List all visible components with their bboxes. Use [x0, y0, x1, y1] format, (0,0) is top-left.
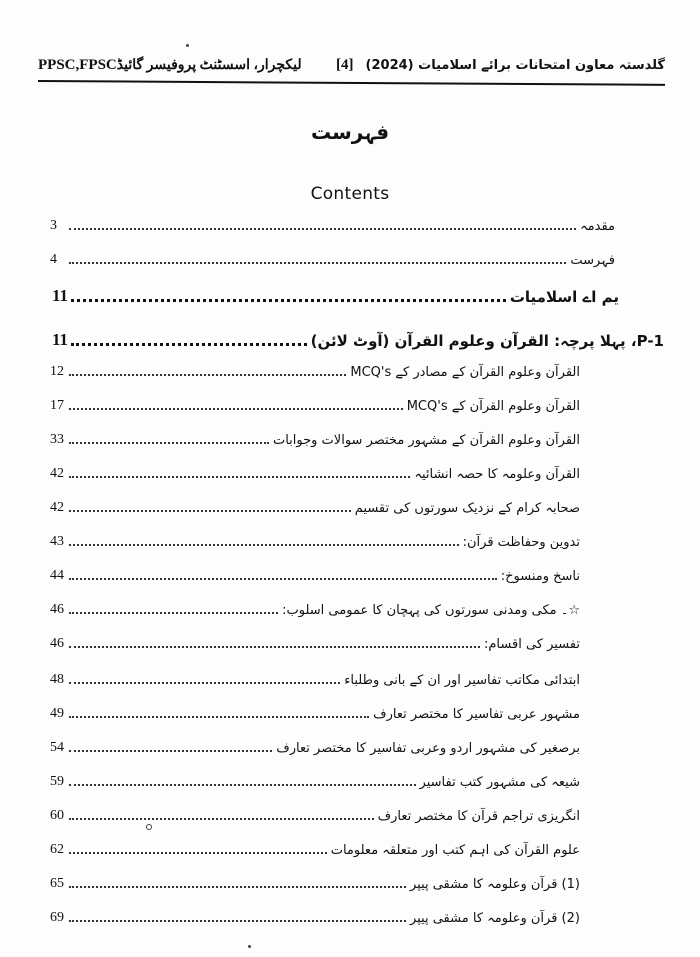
leader-dots	[71, 298, 506, 302]
scan-speck	[248, 945, 251, 948]
leader-dots	[69, 645, 480, 648]
toc-entry-page: 33	[50, 432, 64, 447]
toc-entry-page: 60	[50, 808, 64, 823]
toc-entry-title: P-1، پہلا پرچہ: القرآن وعلوم القرآن (آوٹ لائن)	[310, 332, 664, 350]
leader-dots	[69, 611, 278, 614]
toc-entry-title: تدوین وحفاظت قرآن:	[462, 535, 580, 550]
toc-entry[interactable]	[50, 672, 580, 688]
toc-entry-page: 3	[50, 218, 57, 233]
toc-entry-page: 11	[52, 330, 69, 349]
toc-entry-page: 43	[50, 534, 64, 549]
toc-entry[interactable]	[50, 364, 580, 380]
toc-entry-page: 48	[50, 672, 64, 687]
leader-dots	[69, 851, 327, 854]
leader-dots	[69, 227, 576, 230]
toc-entry-page: 49	[50, 706, 64, 721]
toc-entry[interactable]	[50, 500, 580, 516]
toc-entry-page: 42	[50, 466, 64, 481]
toc-section-heading[interactable]	[52, 286, 619, 306]
leader-dots	[69, 407, 403, 410]
toc-entry[interactable]	[50, 466, 580, 482]
header-book-title: گلدستہ معاون امتحانات برائے اسلامیات (2024)	[365, 57, 665, 73]
leader-dots	[69, 817, 374, 820]
leader-dots	[69, 919, 406, 922]
leader-dots	[69, 577, 497, 580]
toc-entry-page: 54	[50, 740, 64, 755]
page-title-english: Contents	[310, 184, 390, 204]
header-left-text	[38, 57, 302, 74]
toc-entry-title: (1) قرآن وعلومہ کا مشقی پیپر	[409, 877, 580, 892]
toc-entry[interactable]	[50, 432, 580, 448]
toc-entry-title: انگریزی تراجم قرآن کا مختصر تعارف	[377, 809, 580, 824]
toc-entry-title: شیعہ کی مشہور کتب تفاسیر	[419, 775, 580, 790]
toc-entry[interactable]	[50, 534, 580, 550]
leader-dots	[69, 681, 340, 684]
toc-entry-title: القرآن وعلوم القرآن کے مشہور مختصر سوالات وجوابات	[272, 433, 580, 448]
toc-entry-page: 59	[50, 774, 64, 789]
toc-entry-title: فہرست	[570, 253, 615, 268]
leader-dots	[69, 783, 416, 786]
toc-entry[interactable]	[50, 398, 580, 414]
toc-entry-title: القرآن وعلوم القرآن کے مصادر کے MCQ's	[350, 365, 580, 380]
toc-entry[interactable]	[50, 706, 580, 722]
toc-entry[interactable]	[50, 252, 615, 268]
leader-dots	[69, 373, 346, 376]
page-title-urdu: فہرست	[310, 120, 390, 144]
toc-entry-page: 69	[50, 910, 64, 925]
leader-dots	[69, 441, 269, 444]
toc-entry-page: 11	[52, 286, 69, 305]
toc-entry-page: 65	[50, 876, 64, 891]
toc-entry[interactable]	[50, 876, 580, 892]
header-left-latin: PPSC,FPSC	[38, 56, 117, 73]
toc-entry-page: 62	[50, 842, 64, 857]
leader-dots	[69, 261, 566, 264]
toc-entry-page: 17	[50, 398, 64, 413]
leader-dots	[69, 749, 272, 752]
toc-entry-title: ابتدائی مکاتب تفاسیر اور ان کے بانی وطلباء	[344, 673, 580, 688]
toc-entry-page: 44	[50, 568, 64, 583]
toc-entry[interactable]	[50, 740, 580, 756]
toc-entry-title: (2) قرآن وعلومہ کا مشقی پیپر	[409, 911, 580, 926]
toc-entry-title: ☆۔ مکی ومدنی سورتوں کی پہچان کا عمومی اسلوب:	[282, 603, 580, 618]
header-divider	[38, 80, 665, 86]
toc-entry[interactable]	[50, 218, 615, 234]
toc-entry[interactable]	[50, 774, 580, 790]
leader-dots	[69, 543, 459, 546]
toc-entry-title: القرآن وعلوم القرآن کے MCQ's	[406, 399, 580, 414]
toc-entry[interactable]	[50, 568, 580, 584]
toc-entry-title: مقدمہ	[580, 219, 615, 234]
toc-entry-title: یم اے اسلامیات	[509, 288, 619, 306]
header-page-number: [4]	[336, 56, 354, 73]
toc-entry[interactable]	[50, 910, 580, 926]
toc-entry[interactable]	[50, 636, 580, 652]
leader-dots	[69, 475, 410, 478]
toc-entry-title: القرآن وعلومہ کا حصہ انشائیہ	[414, 467, 580, 482]
toc-entry-page: 42	[50, 500, 64, 515]
toc-entry-page: 4	[50, 252, 57, 267]
scan-speck	[146, 824, 152, 830]
leader-dots	[69, 715, 369, 718]
toc-entry-title: تفسیر کی اقسام:	[484, 637, 580, 652]
toc-entry-title: مشہور عربی تفاسیر کا مختصر تعارف	[373, 707, 580, 722]
leader-dots	[69, 509, 351, 512]
toc-entry[interactable]	[50, 602, 580, 618]
toc-section-heading[interactable]	[52, 330, 664, 350]
toc-entry-title: صحابہ کرام کے نزدیک سورتوں کی تقسیم	[354, 501, 580, 516]
header-left-urdu: لیکچرار، اسسٹنٹ پروفیسر گائیڈ	[116, 57, 302, 73]
leader-dots	[71, 342, 307, 346]
scan-speck	[186, 44, 189, 47]
toc-entry-title: ناسخ ومنسوخ:	[500, 569, 580, 584]
toc-entry[interactable]	[50, 808, 580, 824]
leader-dots	[69, 885, 406, 888]
toc-entry-title: علوم القرآن کی اہم کتب اور متعلقہ معلومات	[330, 843, 580, 858]
toc-entry-page: 46	[50, 636, 64, 651]
toc-entry-title: برصغیر کی مشہور اردو وعربی تفاسیر کا مختصر تعارف	[276, 741, 580, 756]
toc-entry-page: 12	[50, 364, 64, 379]
running-header	[38, 52, 665, 78]
toc-entry-page: 46	[50, 602, 64, 617]
toc-entry[interactable]	[50, 842, 580, 858]
